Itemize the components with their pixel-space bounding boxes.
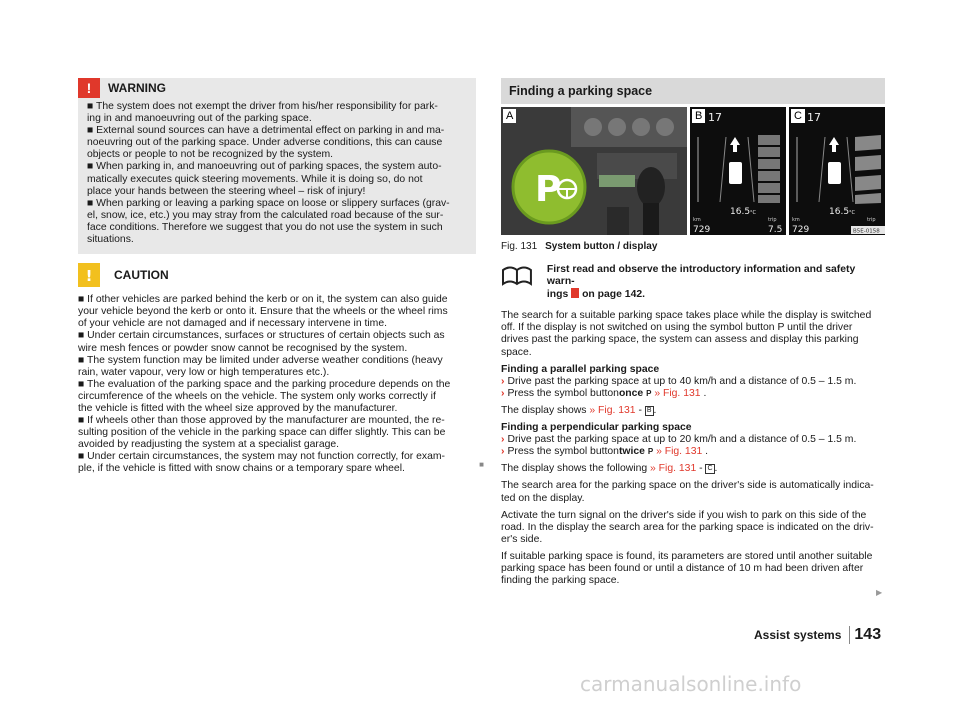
right-column [501,78,885,587]
caution-line: ■ If wheels other than those approved by the manufacturer are mounted, the re- [78,415,445,427]
temp-unit-b: °C [750,210,756,216]
perpendicular-display: The display shows the following » Fig. 131 - C . [501,463,718,475]
caution-line: of your vehicle are not damaged and if necessary intervene in time. [78,318,388,330]
warning-line: noeuvring out of the parking space. Under adverse conditions, this can cause [87,137,443,149]
trip-label-c: trip [867,217,876,223]
caution-line: your vehicle beyond the kerb or onto it. Ensure that the wheels or the wheel rims [78,306,448,318]
warning-line: ■ External sound sources can have a detrimental effect on parking in and ma- [87,125,445,137]
km-label-b: km [693,217,701,223]
speed-c: 17 [807,111,821,124]
caution-line: ■ Under certain circumstances, the system may not function correctly, for exam- [78,451,445,463]
caution-line: ■ The evaluation of the parking space and the parking procedure depends on the [78,378,451,390]
intro-line: The search for a suitable parking space takes place while the display is switched [501,310,872,322]
warning-text [87,101,466,246]
warning-box [78,78,476,254]
warning-title: WARNING [108,81,166,95]
panel-letter-a: A [503,109,516,123]
perpendicular-step-2: › Press the symbol buttontwice P » Fig. 131 . [501,446,709,458]
figure-131 [501,107,885,235]
warning-line: matically executes quick steering movements. While it is doing so, do not [87,173,423,185]
parallel-step-2: › Press the symbol buttononce P » Fig. 131 . [501,387,707,399]
warning-line: face conditions. Therefore we suggest that you do not use the system in such [87,221,443,233]
figure-panel-b [690,107,786,235]
caution-line: rain, water vapour, very low or high temperatures etc.). [78,366,330,378]
caution-line: avoided by readjusting the system at a specialist garage. [78,439,340,451]
warning-line: ■ The system does not exempt the driver from his/her responsibility for park- [87,101,438,112]
fig-131-link[interactable]: » Fig. 131 [656,446,703,458]
fig-131-link[interactable]: » Fig. 131 [589,404,636,416]
parallel-step-1: › Drive past the parking space at up to 40 km/h and a distance of 0.5 – 1.5 m. [501,375,857,387]
letter-b-badge: B [646,406,652,414]
intro-line: space. [501,346,532,358]
km-label-c: km [792,217,800,223]
book-icon [501,264,533,286]
section-end-icon: ■ [479,460,484,470]
panel-letter-c: C [791,109,805,123]
caution-line: the vehicle is fitted with the wheel size approved by the manufacturer. [78,402,398,414]
odo-c: 729 [792,225,810,235]
readme-post: on page 142. [582,289,646,301]
temp-unit-c: °C [849,210,855,216]
perpendicular-heading: Finding a perpendicular parking space [501,422,692,434]
warning-inline-icon [571,288,579,298]
display-c-illustration [789,107,885,235]
figure-number: Fig. 131 [501,241,538,252]
caution-line: ple, if the vehicle is fitted with snow chains or a temporary spare wheel. [78,463,405,475]
left-column [78,78,484,476]
temp-c: 16.5 [829,207,850,217]
temp-b: 16.5 [730,207,751,217]
caution-line: ■ Under certain circumstances, surfaces or structures of certain objects such as [78,330,445,342]
turn-signal-paragraph: Activate the turn signal on the driver's side if you wish to park on this side of the road. In the display the search area for the parking space is indicated on the driv- er's side. [501,509,874,545]
warning-line: ing in and manoeuvring out of the parking space. [87,113,312,125]
caution-mark: ! [85,267,93,286]
caution-line: sulting position of the vehicle in the parking space can differ slightly. This can be [78,427,446,439]
warning-header [78,78,476,98]
intro-line: drives past the parking space, the system can assess and display this parking [501,334,859,346]
trip-label-b: trip [768,217,777,223]
continued-arrow-icon: ▶ [876,588,883,597]
warning-line: place your hands between the steering wheel – risk of injury! [87,185,366,197]
caution-icon [78,263,100,287]
intro-paragraph [501,310,885,358]
parking-symbol-p: P [535,169,562,210]
figure-title: System button / display [545,241,658,252]
warning-line: ■ When parking or leaving a parking space on loose or slippery surfaces (grav- [87,197,450,209]
panel-letter-b: B [692,109,705,123]
caution-line: ■ The system function may be limited under adverse weather conditions (heavy [78,354,443,366]
page-footer [754,626,881,644]
readme-line-2 [547,288,885,301]
caution-line: wire mesh fences or powder snow cannot be recognised by the system. [78,342,408,354]
caution-line: ■ If other vehicles are parked behind the kerb or on it, the system can also guide [78,294,448,306]
warning-icon: ! [78,78,100,98]
display-b-illustration [690,107,786,235]
caution-line: circumference of the wheels on the vehicle. The system only works correctly if [78,390,436,402]
watermark: carmanualsonline.info [580,672,802,696]
console-illustration [501,107,687,235]
chapter-label: Assist systems [754,628,842,642]
parallel-display: The display shows » Fig. 131 - B . [501,404,657,416]
perpendicular-section [501,422,885,458]
fig-131-link[interactable]: » Fig. 131 [650,463,697,475]
caution-text [78,294,484,475]
figure-panel-c [789,107,885,235]
trip-b: 7.5 [768,225,783,235]
caution-title: CAUTION [114,268,169,283]
warning-line: situations. [87,234,134,246]
warning-line: ■ When parking in, and manoeuvring out of parking spaces, the system auto- [87,161,442,173]
space-found-paragraph: If suitable parking space is found, its parameters are stored until another suitable parking space has been found or until a distance of 10 m had been driven after finding the parking space. [501,550,873,587]
odo-b: 729 [693,225,711,235]
intro-line: off. If the display is not switched on using the symbol button P until the driver [501,322,853,334]
caution-header [78,262,476,288]
figure-code: B5E-0158 [853,228,880,235]
readme-pre: ings [546,289,569,301]
perpendicular-step-1: › Drive past the parking space at up to 20 km/h and a distance of 0.5 – 1.5 m. [501,434,857,446]
read-first-notice [501,264,885,301]
warning-line: el, snow, ice, etc.) you may stray from the calculated road because of the sur- [87,209,444,221]
speed-b: 17 [708,111,722,124]
fig-131-link[interactable]: » Fig. 131 [654,387,701,399]
warning-line: objects or people to not be recognized by the system. [87,149,334,161]
figure-caption [501,241,885,252]
figure-panel-a [501,107,687,235]
parallel-section [501,364,885,400]
page-number: 143 [849,626,881,644]
letter-c-badge: C [707,465,713,473]
readme-line-1: First read and observe the introductory information and safety warn- [546,264,856,288]
section-title: Finding a parking space [501,78,885,104]
search-area-paragraph: The search area for the parking space on the driver's side is automatically indica- ted on the display. [501,480,874,504]
parallel-heading: Finding a parallel parking space [501,363,660,375]
